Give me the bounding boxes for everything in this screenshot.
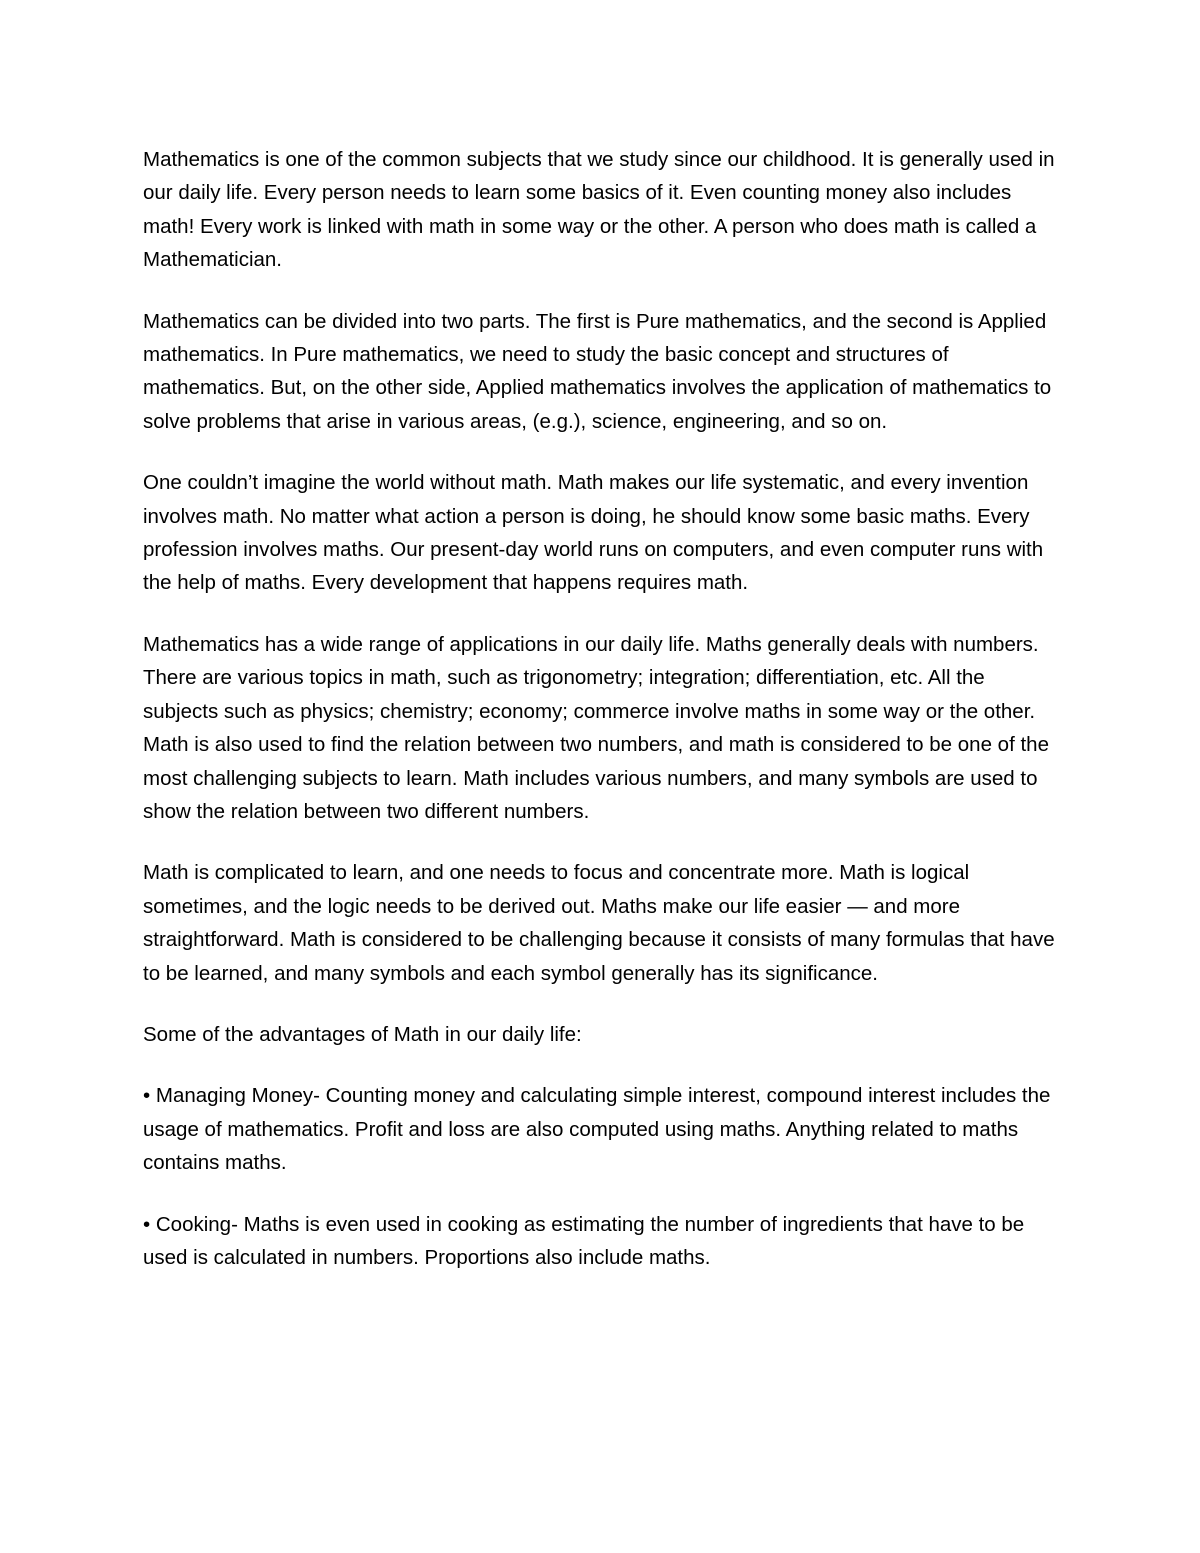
paragraph-intro: Mathematics is one of the common subjects that we study since our childhood. It is generally used in our daily life. Every person needs to learn some basics of it. Even counting money also includes math! Every work is linked with math in some way or the other. A person who does math is called a Mathematician. [143, 148, 1055, 272]
paragraph-applications: Mathematics has a wide range of applications in our daily life. Maths generally deals with numbers. There are various topics in math, such as trigonometry; integration; differentiation, etc. All the subjects such as physics; chemistry; economy; commerce involve maths in some way or the other. Math is also used to find the relation between two numbers, and math is considered to be one of the most challenging subjects to learn. Math includes various numbers, and many symbols are used to show the relation between two different numbers. [143, 632, 1049, 823]
paragraph-parts-of-mathematics: Mathematics can be divided into two parts. The first is Pure mathematics, and the second is Applied mathematics. In Pure mathematics, we need to study the basic concept and structures of mathematics. But, on the other side, Applied mathematics involves the application of mathematics to solve problems that arise in various areas, (e.g.), science, engineering, and so on. [143, 309, 1052, 433]
list-item-cooking: • Cooking- Maths is even used in cooking as estimating the number of ingredients that have to be used is calculated in numbers. Proportions also include maths. [143, 1212, 1025, 1269]
paragraph-world-without-math: One couldn’t imagine the world without math. Math makes our life systematic, and every invention involves math. No matter what action a person is doing, he should know some basic maths. Every profession involves maths. Our present-day world runs on computers, and even computer runs with the help of maths. Every development that happens requires math. [143, 471, 1044, 595]
list-item-managing-money: • Managing Money- Counting money and calculating simple interest, compound interest includes the usage of mathematics. Profit and loss are also computed using maths. Anything related to maths contains maths. [143, 1084, 1051, 1175]
document-body [143, 143, 1058, 1302]
paragraph-advantages-heading: Some of the advantages of Math in our daily life: [143, 1022, 582, 1046]
paragraph-complicated: Math is complicated to learn, and one needs to focus and concentrate more. Math is logical sometimes, and the logic needs to be derived out. Maths make our life easier — and more straightforward. Math is considered to be challenging because it consists of many formulas that have to be learned, and many symbols and each symbol generally has its significance. [143, 861, 1055, 985]
